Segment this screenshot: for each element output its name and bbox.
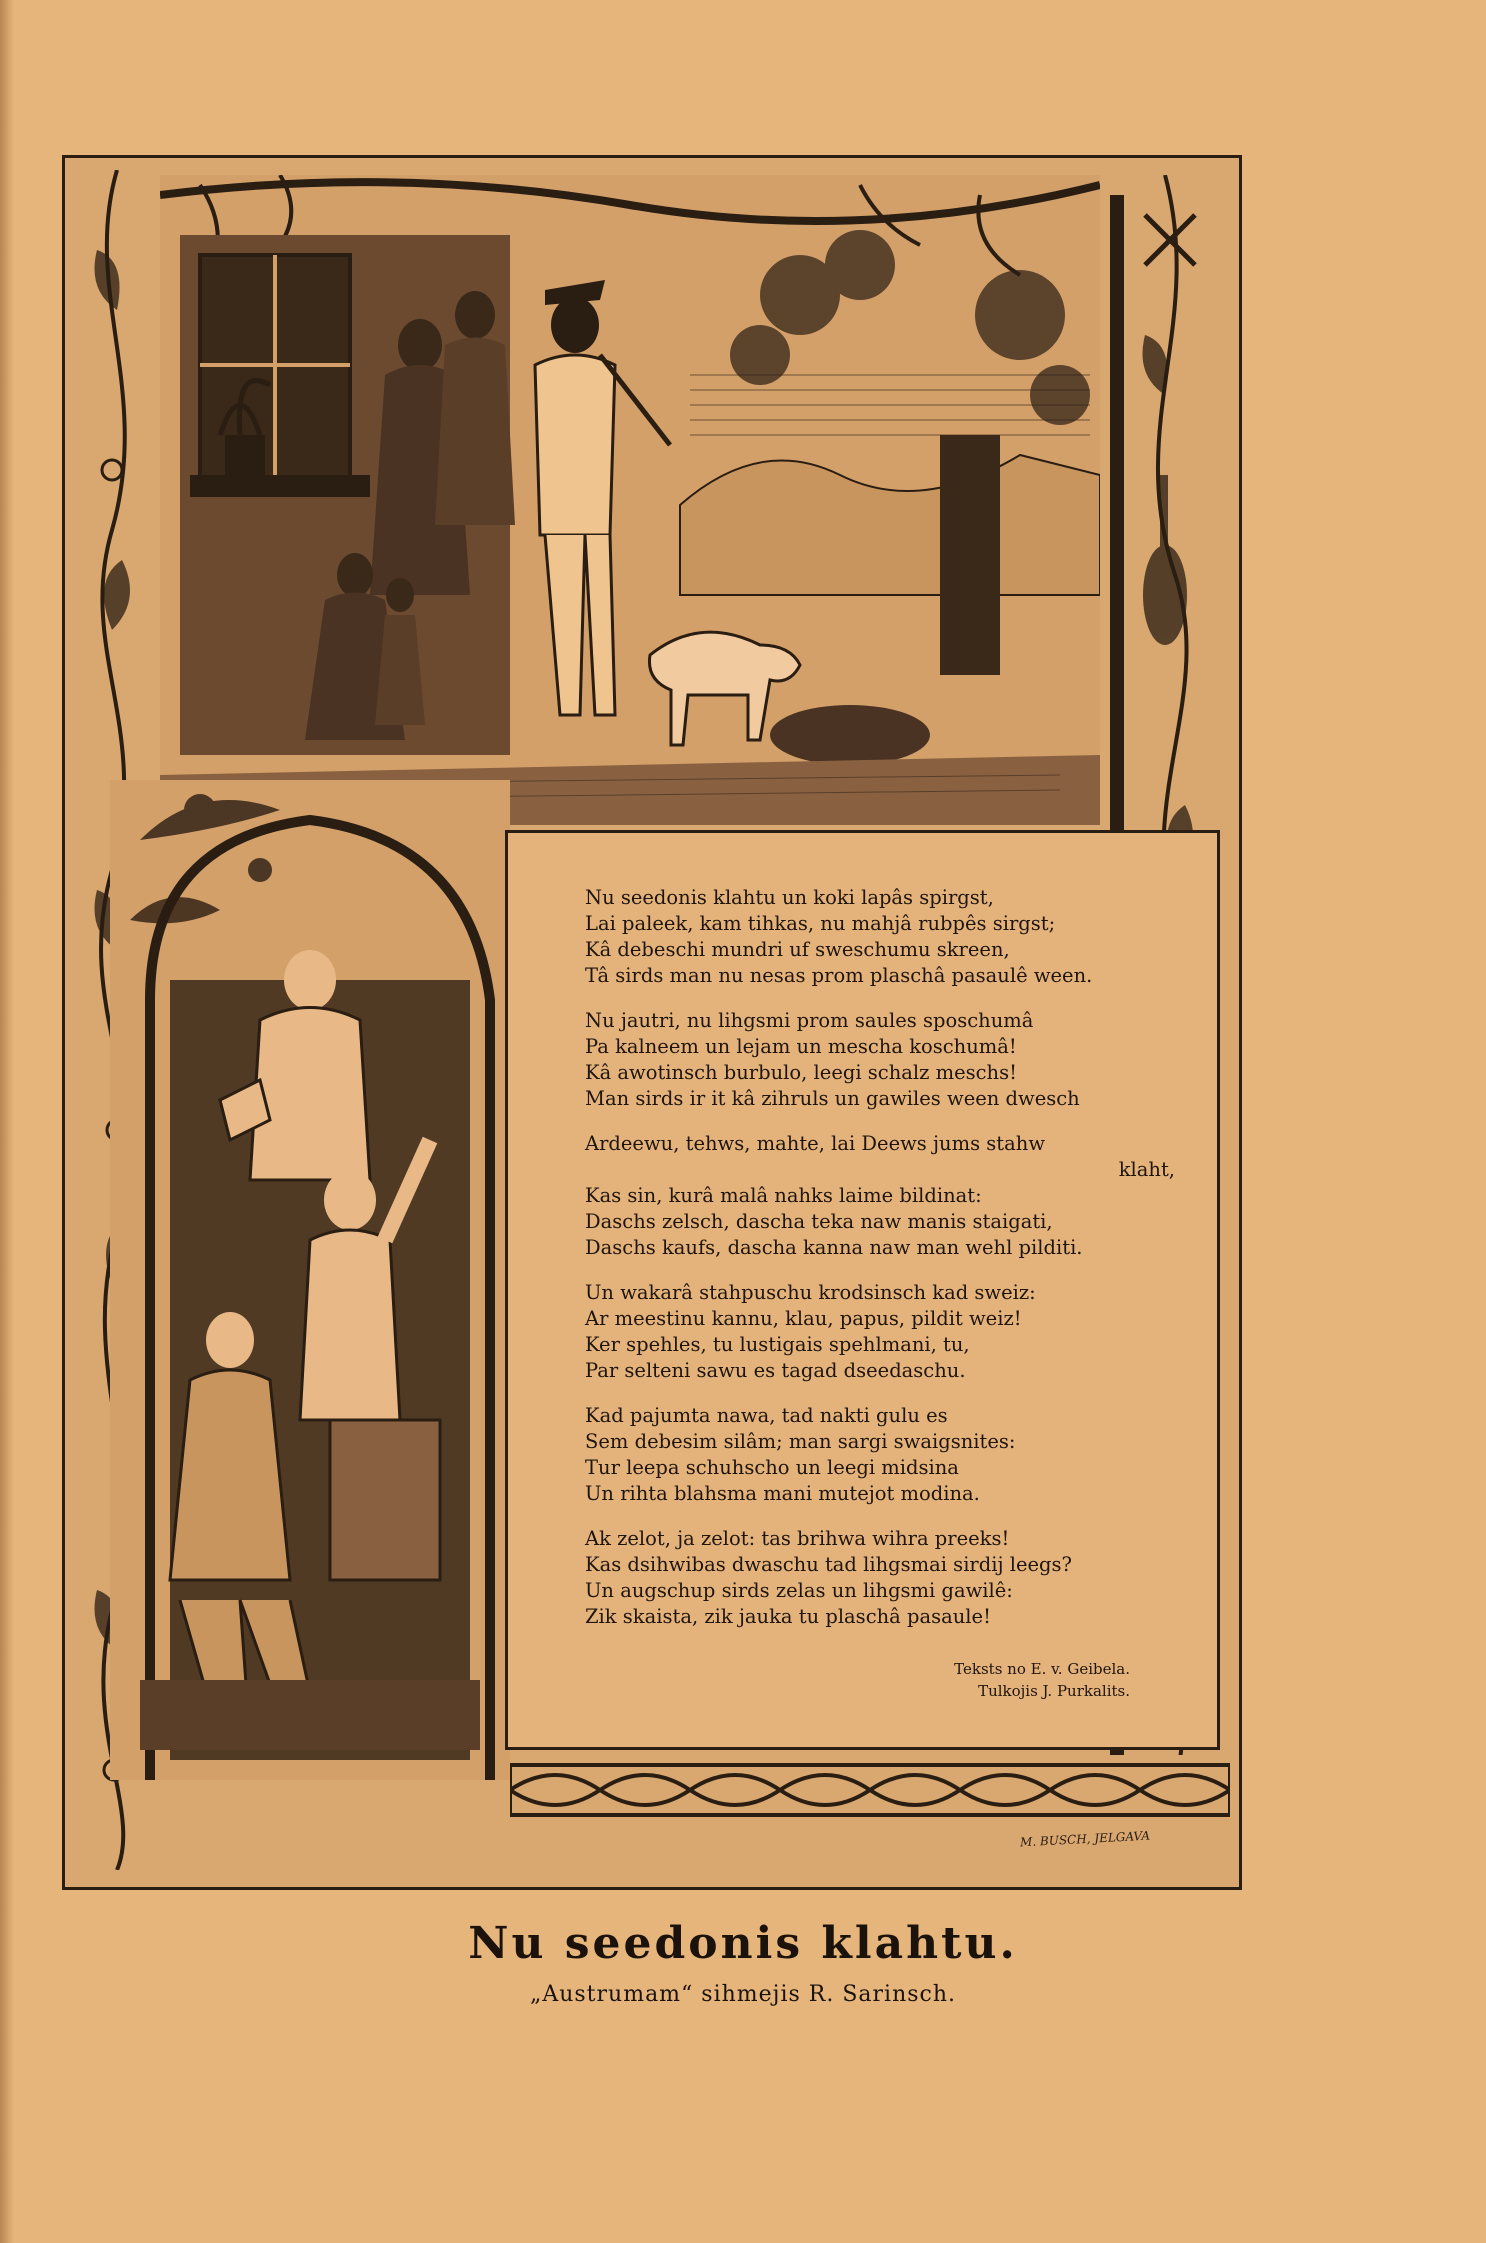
- poem-line: Nu seedonis klahtu un koki lapâs spirgst,: [585, 886, 994, 909]
- poem-line: Tâ sirds man nu nesas prom plaschâ pasaulê ween.: [585, 964, 1093, 987]
- bottom-ornament-border: [510, 1755, 1230, 1825]
- poem-stanza: [585, 1526, 1205, 1630]
- poem-line: Un augschup sirds zelas un lihgsmi gawilê:: [585, 1579, 1013, 1602]
- poem-line: Pa kalneem un lejam un mescha koschumâ!: [585, 1035, 1017, 1058]
- engraver-signature: M. BUSCH, JELGAVA: [1019, 1828, 1151, 1850]
- poem-line: Zik skaista, zik jauka tu plaschâ pasaule!: [585, 1605, 991, 1628]
- poem-stanza: [585, 1131, 1205, 1261]
- poem-stanza: [585, 1403, 1205, 1507]
- poem-line: Kad pajumta nawa, tad nakti gulu es: [585, 1404, 948, 1427]
- poem-line: Kâ debeschi mundri uf sweschumu skreen,: [585, 938, 1010, 961]
- poem-line: Daschs zelsch, dascha teka naw manis staigati,: [585, 1210, 1053, 1233]
- poem-credits: [790, 1658, 1130, 1702]
- page-title: Nu seedonis klahtu.: [468, 1918, 1018, 1969]
- poem-stanza: [585, 1008, 1205, 1112]
- poem-line: Kas sin, kurâ malâ nahks laime bildinat:: [585, 1184, 982, 1207]
- poem-line: Tur leepa schuhscho un leegi midsina: [585, 1456, 959, 1479]
- farewell-scene-illustration: [160, 175, 1100, 825]
- poem-stanza: [585, 885, 1205, 989]
- poem-line: Un rihta blahsma mani mutejot modina.: [585, 1482, 980, 1505]
- poem-line: Lai paleek, kam tihkas, nu mahjâ rubpês sirgst;: [585, 912, 1056, 935]
- poem-line: Daschs kaufs, dascha kanna naw man wehl pilditi.: [585, 1236, 1083, 1259]
- poem-line: Ar meestinu kannu, klau, papus, pildit weiz!: [585, 1307, 1022, 1330]
- tavern-scene-illustration: [110, 780, 510, 1780]
- translator-credit: Tulkojis J. Purkalits.: [978, 1682, 1130, 1700]
- poem-line: Un wakarâ stahpuschu krodsinsch kad sweiz:: [585, 1281, 1036, 1304]
- poem-line: Ardeewu, tehws, mahte, lai Deews jums stahw: [585, 1132, 1046, 1155]
- author-credit: Teksts no E. v. Geibela.: [954, 1660, 1130, 1678]
- poem-line: Par selteni sawu es tagad dseedaschu.: [585, 1359, 966, 1382]
- poem-line: Ak zelot, ja zelot: tas brihwa wihra preeks!: [585, 1527, 1010, 1550]
- page-subtitle: „Austrumam“ sihmejis R. Sarinsch.: [529, 1982, 957, 2007]
- page-edge: [0, 0, 14, 2243]
- poem-line: Kâ awotinsch burbulo, leegi schalz meschs!: [585, 1061, 1017, 1084]
- poem-line: klaht,: [1118, 1158, 1175, 1181]
- poem-line: Nu jautri, nu lihgsmi prom saules sposchumâ: [585, 1009, 1034, 1032]
- poem-text: [585, 885, 1205, 1649]
- poem-line: Ker spehles, tu lustigais spehlmani, tu,: [585, 1333, 970, 1356]
- poem-stanza: [585, 1280, 1205, 1384]
- poem-line: Kas dsihwibas dwaschu tad lihgsmai sirdij leegs?: [585, 1553, 1072, 1576]
- poem-line: Sem debesim silâm; man sargi swaigsnites:: [585, 1430, 1016, 1453]
- poem-line: Man sirds ir it kâ zihruls un gawiles ween dwesch: [585, 1087, 1080, 1110]
